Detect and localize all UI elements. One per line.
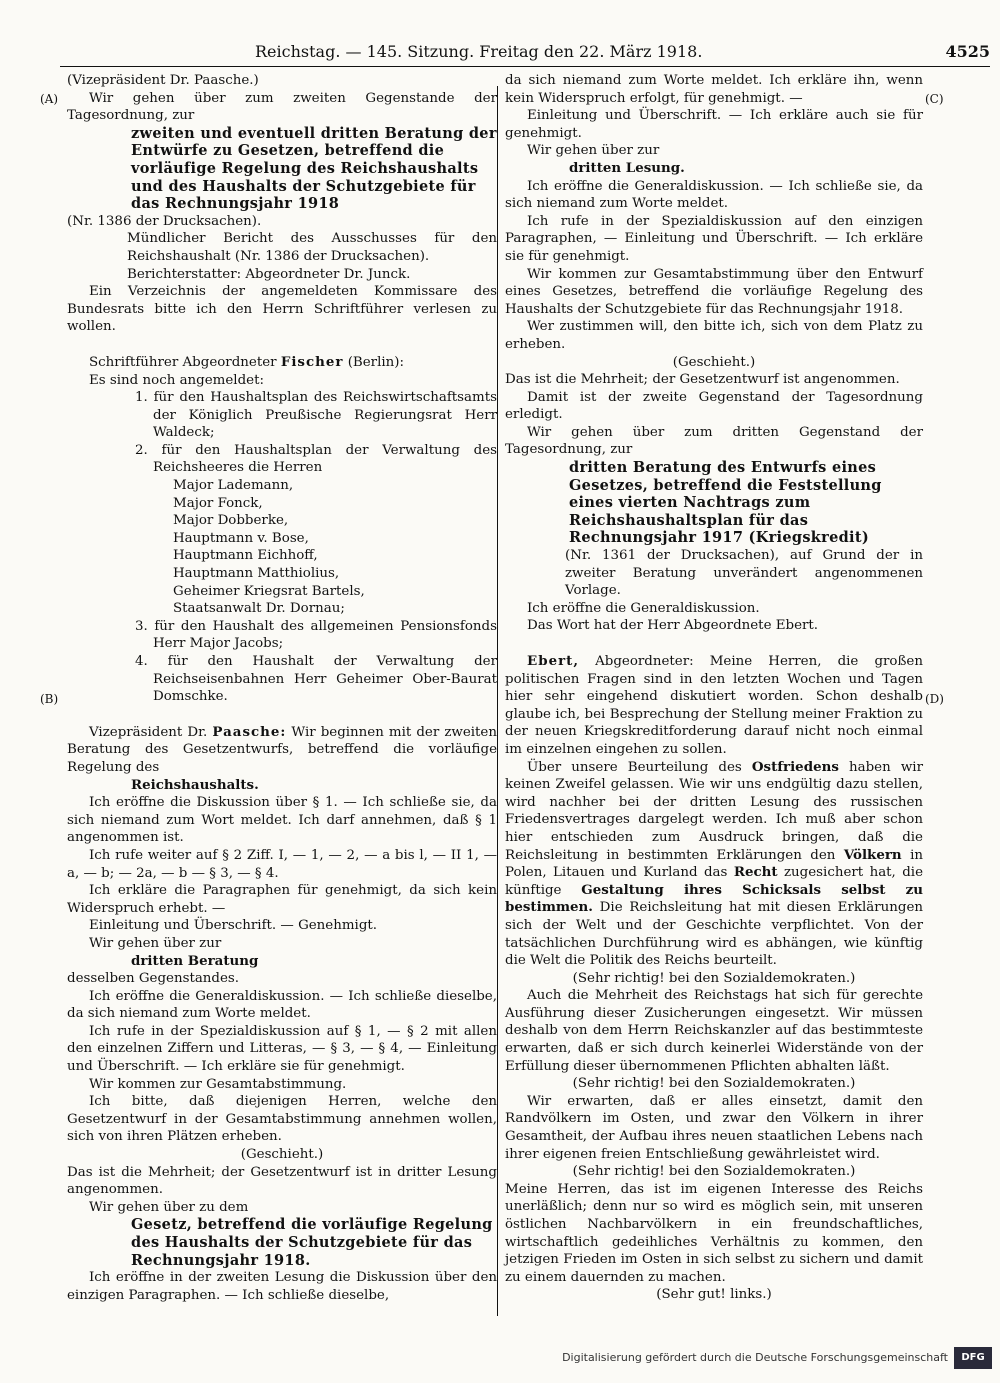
text-run: (Berlin):	[347, 354, 405, 370]
margin-marker-c: (C)	[925, 92, 944, 106]
text-run: Abgeordneter: Meine Herren, die großen politischen Fragen sind in den letzten Wochen und Tagen hier sehr eingehend diskutiert worden. Schon deshalb glaube ich, bei Besprechung der Stellung meiner Fraktion zu der neuen Kriegskreditforderung darauf nicht noch einmal im einzelnen eingehen zu sollen.	[505, 654, 923, 757]
commissioner-names	[67, 477, 497, 618]
paragraph: Mündlicher Bericht des Ausschusses für den Reichshaushalt (Nr. 1386 der Drucksachen).	[127, 231, 497, 264]
text-run: zugesichert hat, die künftige	[505, 865, 924, 898]
text-run: Wir beginnen mit der zweiten Beratung des Gesetzentwurfs, betreffend die vorläufige Regelung des	[67, 724, 497, 775]
margin-marker-d: (D)	[925, 692, 944, 706]
paragraph: (Nr. 1361 der Drucksachen), auf Grund der in zweiter Beratung unverändert angenommenen Vorlage.	[565, 548, 923, 599]
name-line: Hauptmann Matthiolius,	[173, 566, 340, 582]
text-run: haben wir keinen Zweifel gelassen. Wie wir uns endgültig dazu stellen, wird nachher bei der dritten Lesung des russischen Friedensvertrages dargelegt werden. Ich muß aber schon hier entschieden zum Ausdruck bringen, daß die Reichsleitung in bestimmten Erklärungen den	[505, 759, 923, 863]
speaker-name: Ebert,	[527, 653, 579, 669]
paragraph: Wir gehen über zur	[89, 935, 222, 951]
text-run: Die Reichsleitung hat mit diesen Erklärungen sich der Welt und der Geschichte verpflichtet. Von der tatsächlichen Durchführung wird es abhängen, wie künftig die Welt die Politik des Reichs beurteilt.	[505, 900, 924, 969]
paragraph: Wer zustimmen will, den bitte ich, sich von dem Platz zu erheben.	[505, 319, 923, 352]
paragraph: Wir kommen zur Gesamtabstimmung über den Entwurf eines Gesetzes, betreffend die vorläufige Regelung des Haushalts der Schutzgebiete für das Rechnungsjahr 1918.	[505, 266, 923, 317]
paragraph: Ich rufe weiter auf § 2 Ziff. I, — 1, — 2, — a bis l, — II 1, — a, — b; — 2a, — b — § 3, — § 4.	[67, 847, 497, 881]
name-line: Hauptmann v. Bose,	[173, 530, 309, 546]
paragraph: Ein Verzeichnis der angemeldeten Kommissare des Bundesrats bitte ich den Herrn Schriftführer verlesen zu wollen.	[67, 284, 497, 335]
list-item: 2. für den Haushaltsplan der Verwaltung des Reichsheeres die Herren	[135, 442, 497, 476]
paragraph: Berichterstatter: Abgeordneter Dr. Junck.	[127, 266, 411, 282]
section-heading: dritten Lesung.	[569, 159, 685, 176]
dfg-logo-icon: DFG	[954, 1347, 992, 1369]
paragraph: Das ist die Mehrheit; der Gesetzentwurf ist in dritter Lesung angenommen.	[67, 1164, 497, 1198]
funding-credit: Digitalisierung gefördert durch die Deutsche Forschungsgemeinschaft	[562, 1351, 948, 1364]
text-run: in Polen, Litauen und Kurland das	[505, 847, 923, 881]
paragraph: Ich bitte, daß diejenigen Herren, welche den Gesetzentwurf in der Gesamtabstimmung annehmen wollen, sich von ihren Plätzen erheben.	[67, 1094, 497, 1145]
paragraph: Ich eröffne die Generaldiskussion. — Ich schließe dieselbe, da sich niemand zum Worte meldet.	[67, 988, 497, 1022]
stage-direction: (Sehr gut! links.)	[656, 1287, 772, 1303]
footer	[562, 1345, 992, 1373]
stage-direction: (Geschieht.)	[672, 354, 756, 370]
paragraph: Das ist die Mehrheit; der Gesetzentwurf ist angenommen.	[505, 372, 900, 388]
name-line: Major Lademann,	[173, 478, 294, 494]
paragraph: Wir gehen über zum dritten Gegenstand der Tagesordnung, zur	[505, 424, 923, 458]
paragraph: Ich erkläre die Paragraphen für genehmigt, da sich kein Widerspruch erhebt. —	[67, 883, 497, 916]
name-line: Major Dobberke,	[173, 513, 289, 529]
section-heading: dritten Beratung	[131, 952, 259, 969]
paragraph: Wir gehen über zum zweiten Gegenstande der Tagesordnung, zur	[67, 90, 497, 124]
emphasis: Recht	[733, 864, 778, 881]
emphasis: Gestaltung ihres Schicksals selbst zu bestimmen.	[505, 881, 923, 916]
name-line: Geheimer Kriegsrat Bartels,	[173, 583, 365, 599]
text-run: Vizepräsident Dr.	[89, 724, 208, 740]
margin-marker-a: (A)	[40, 92, 59, 106]
paragraph: Ich eröffne in der zweiten Lesung die Diskussion über den einzigen Paragraphen. — Ich schließe dieselbe,	[67, 1270, 497, 1303]
list-item: 3. für den Haushalt des allgemeinen Pensionsfonds Herr Major Jacobs;	[135, 618, 497, 652]
agenda-heading: dritten Beratung des Entwurfs eines Gesetzes, betreffend die Feststellung eines vierten Nachtrags zum Reichshaushaltsplan für das Rechnungsjahr 1917 (Kriegskredit)	[569, 459, 882, 547]
stage-direction: (Geschieht.)	[240, 1147, 324, 1163]
stage-direction: (Sehr richtig! bei den Sozialdemokraten.)	[572, 970, 856, 986]
stage-direction: (Sehr richtig! bei den Sozialdemokraten.)	[572, 1076, 856, 1092]
paragraph: Einleitung und Überschrift. — Genehmigt.	[89, 918, 378, 934]
page-number: 4525	[945, 42, 990, 61]
name-line: Major Fonck,	[173, 495, 263, 511]
header-rule	[60, 66, 990, 67]
paragraph	[67, 354, 497, 372]
stage-direction: (Sehr richtig! bei den Sozialdemokraten.)	[572, 1164, 856, 1180]
paragraph: da sich niemand zum Worte meldet. Ich erkläre ihn, wenn kein Widerspruch erfolgt, für genehmigt. —	[505, 73, 923, 106]
speaker-name: Fischer	[280, 353, 344, 370]
emphasis: Völkern	[843, 846, 902, 863]
paragraph: desselben Gegenstandes.	[67, 971, 240, 987]
paragraph: Wir gehen über zur	[527, 143, 660, 159]
paragraph: Einleitung und Überschrift. — Ich erkläre auch sie für genehmigt.	[505, 108, 923, 141]
page-header	[255, 40, 990, 66]
paragraph: Ich rufe in der Spezialdiskussion auf § 1, — § 2 mit allen den einzelnen Ziffern und Litteras, — § 3, — § 4, — Einleitung und Überschrift. — Ich erkläre sie für genehmigt.	[67, 1023, 497, 1075]
paragraph	[505, 653, 923, 759]
agenda-heading: zweiten und eventuell dritten Beratung der Entwürfe zu Gesetzen, betreffend die vorläufige Regelung des Reichshaushalts und des Haushalts der Schutzgebiete für das Rechnungsjahr 1918	[131, 124, 497, 213]
paragraph: Damit ist der zweite Gegenstand der Tagesordnung erledigt.	[505, 389, 923, 423]
right-column	[505, 72, 923, 1304]
emphasis: Ostfriedens	[751, 758, 839, 775]
speaker-name: Paasche:	[212, 723, 287, 740]
paragraph: Ich eröffne die Generaldiskussion.	[527, 600, 760, 616]
paragraph: Das Wort hat der Herr Abgeordnete Ebert.	[527, 618, 819, 634]
paragraph: Meine Herren, das ist im eigenen Interesse des Reichs unerläßlich; denn nur so wird es möglich sein, mit unseren östlichen Nachbarvölkern in ein freundschaftliches, wirtschaftlich gedeihliches Verhältnis zu kommen, den jetzigen Frieden im Osten in sich selbst zu sichern und damit zu einem dauernden zu machen.	[505, 1181, 923, 1285]
paragraph	[67, 724, 497, 777]
list-item: 4. für den Haushalt der Verwaltung der Reichseisenbahnen Herr Geheimer Ober-Baurat Domschke.	[135, 654, 497, 705]
paragraph: Wir kommen zur Gesamtabstimmung.	[89, 1076, 347, 1092]
left-column	[67, 72, 497, 1304]
section-heading: Gesetz, betreffend die vorläufige Regelung des Haushalts der Schutzgebiete für das Rechnungsjahr 1918.	[131, 1216, 493, 1269]
paragraph: Ich rufe in der Spezialdiskussion auf den einzigen Paragraphen, — Einleitung und Überschrift. — Ich erkläre sie für genehmigt.	[505, 213, 923, 264]
paragraph: Ich eröffne die Diskussion über § 1. — Ich schließe sie, da sich niemand zum Wort meldet. Ich darf annehmen, daß § 1 angenommen ist.	[67, 795, 497, 846]
speaker-header: (Vizepräsident Dr. Paasche.)	[67, 73, 259, 88]
paragraph: Auch die Mehrheit des Reichstags hat sich für gerechte Ausführung dieser Zusicherungen eingesetzt. Wir müssen deshalb von dem Herrn Reichskanzler auf das bestimmteste erwarten, daß er sich durch keinerlei Widerstände von der Erfüllung dieser übernommenen Pflichten abhalten läßt.	[505, 988, 923, 1074]
text-run: Über unsere Beurteilung des	[527, 759, 742, 775]
paragraph: Wir erwarten, daß er alles einsetzt, damit den Randvölkern im Osten, und zwar den Völkern in ihrer Gesamtheit, der Aufbau ihres neuen staatlichen Lebens nach ihrer eigenen freien Entschließung gewährleistet wird.	[505, 1093, 923, 1162]
paragraph: Ich eröffne die Generaldiskussion. — Ich schließe sie, da sich niemand zum Worte meldet.	[505, 178, 923, 212]
paragraph	[505, 759, 923, 970]
paragraph: Wir gehen über zu dem	[89, 1199, 249, 1215]
name-line: Hauptmann Eichhoff,	[173, 548, 318, 564]
margin-marker-b: (B)	[40, 692, 59, 706]
paragraph: (Nr. 1386 der Drucksachen).	[67, 213, 262, 229]
paragraph: Es sind noch angemeldet:	[89, 372, 264, 388]
list-item: 1. für den Haushaltsplan des Reichswirtschaftsamts der Königlich Preußische Regierungsrat Herr Waldeck;	[135, 390, 497, 441]
column-divider	[497, 86, 498, 1316]
running-title: Reichstag. — 145. Sitzung. Freitag den 22. März 1918.	[255, 42, 703, 61]
name-line: Staatsanwalt Dr. Dornau;	[173, 601, 345, 617]
section-heading: Reichshaushalts.	[131, 776, 259, 793]
text-run: Schriftführer Abgeordneter	[89, 354, 277, 370]
